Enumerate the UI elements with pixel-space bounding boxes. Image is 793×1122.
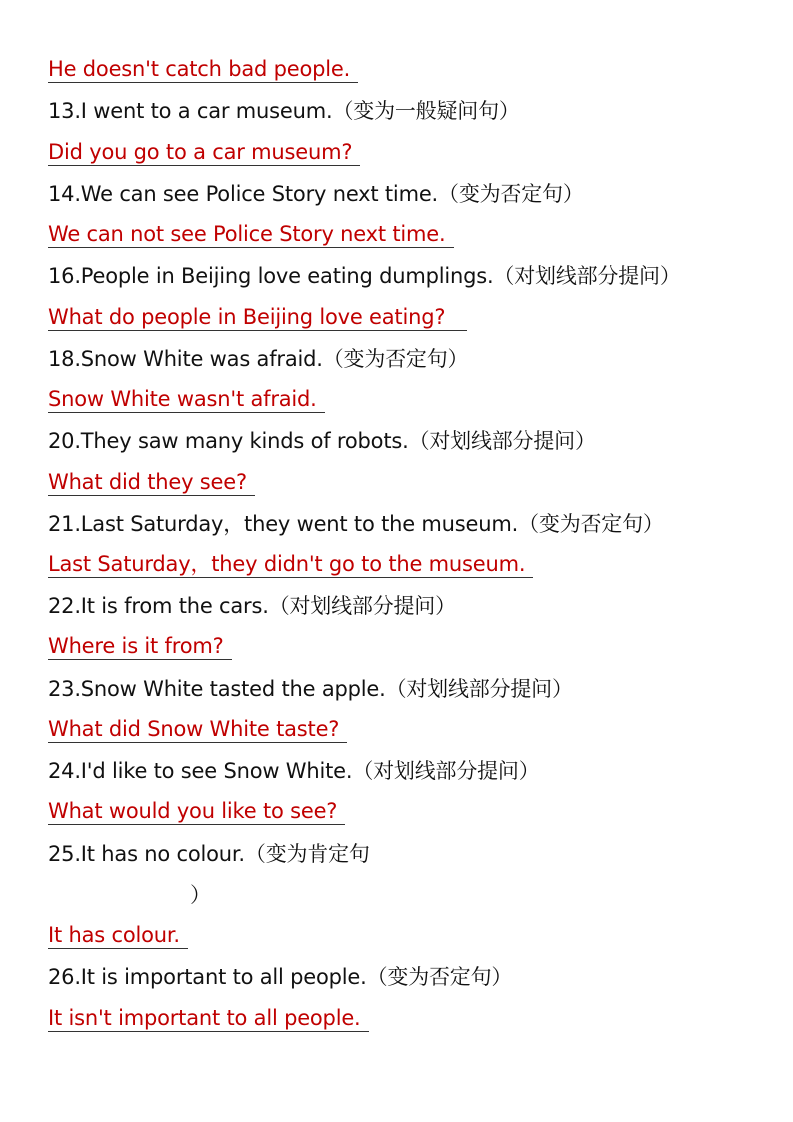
question-line: 24.I'd like to see Snow White.（对划线部分提问）	[48, 759, 540, 783]
question-line: 13.I went to a car museum.（变为一般疑问句）	[48, 99, 520, 123]
closing-paren: ）	[190, 883, 211, 907]
answer-line: It isn't important to all people.	[48, 1006, 369, 1032]
question-line: 20.They saw many kinds of robots.（对划线部分提问）	[48, 429, 596, 453]
question-line: 25.It has no colour.（变为肯定句	[48, 842, 370, 866]
answer-line: Snow White wasn't afraid.	[48, 387, 325, 413]
question-line: 18.Snow White was afraid.（变为否定句）	[48, 347, 469, 371]
question-line: 23.Snow White tasted the apple.（对划线部分提问）	[48, 677, 573, 701]
answer-line: Where is it from?	[48, 634, 232, 660]
answer-line: Last Saturday，they didn't go to the museum.	[48, 552, 533, 578]
answer-line: We can not see Police Story next time.	[48, 222, 454, 248]
question-line: 21.Last Saturday，they went to the museum.（变为否定句）	[48, 512, 664, 536]
question-line: 26.It is important to all people.（变为否定句）	[48, 965, 513, 989]
answer-line: He doesn't catch bad people.	[48, 57, 358, 83]
answer-line: Did you go to a car museum?	[48, 140, 360, 166]
question-line: 22.It is from the cars.（对划线部分提问）	[48, 594, 456, 618]
answer-line: What do people in Beijing love eating?	[48, 305, 467, 331]
answer-line: It has colour.	[48, 923, 188, 949]
answer-line: What would you like to see?	[48, 799, 345, 825]
answer-line: What did they see?	[48, 470, 255, 496]
question-line: 14.We can see Police Story next time.（变为否定句）	[48, 182, 584, 206]
answer-line: What did Snow White taste?	[48, 717, 347, 743]
question-line: 16.People in Beijing love eating dumplings.（对划线部分提问）	[48, 264, 681, 288]
